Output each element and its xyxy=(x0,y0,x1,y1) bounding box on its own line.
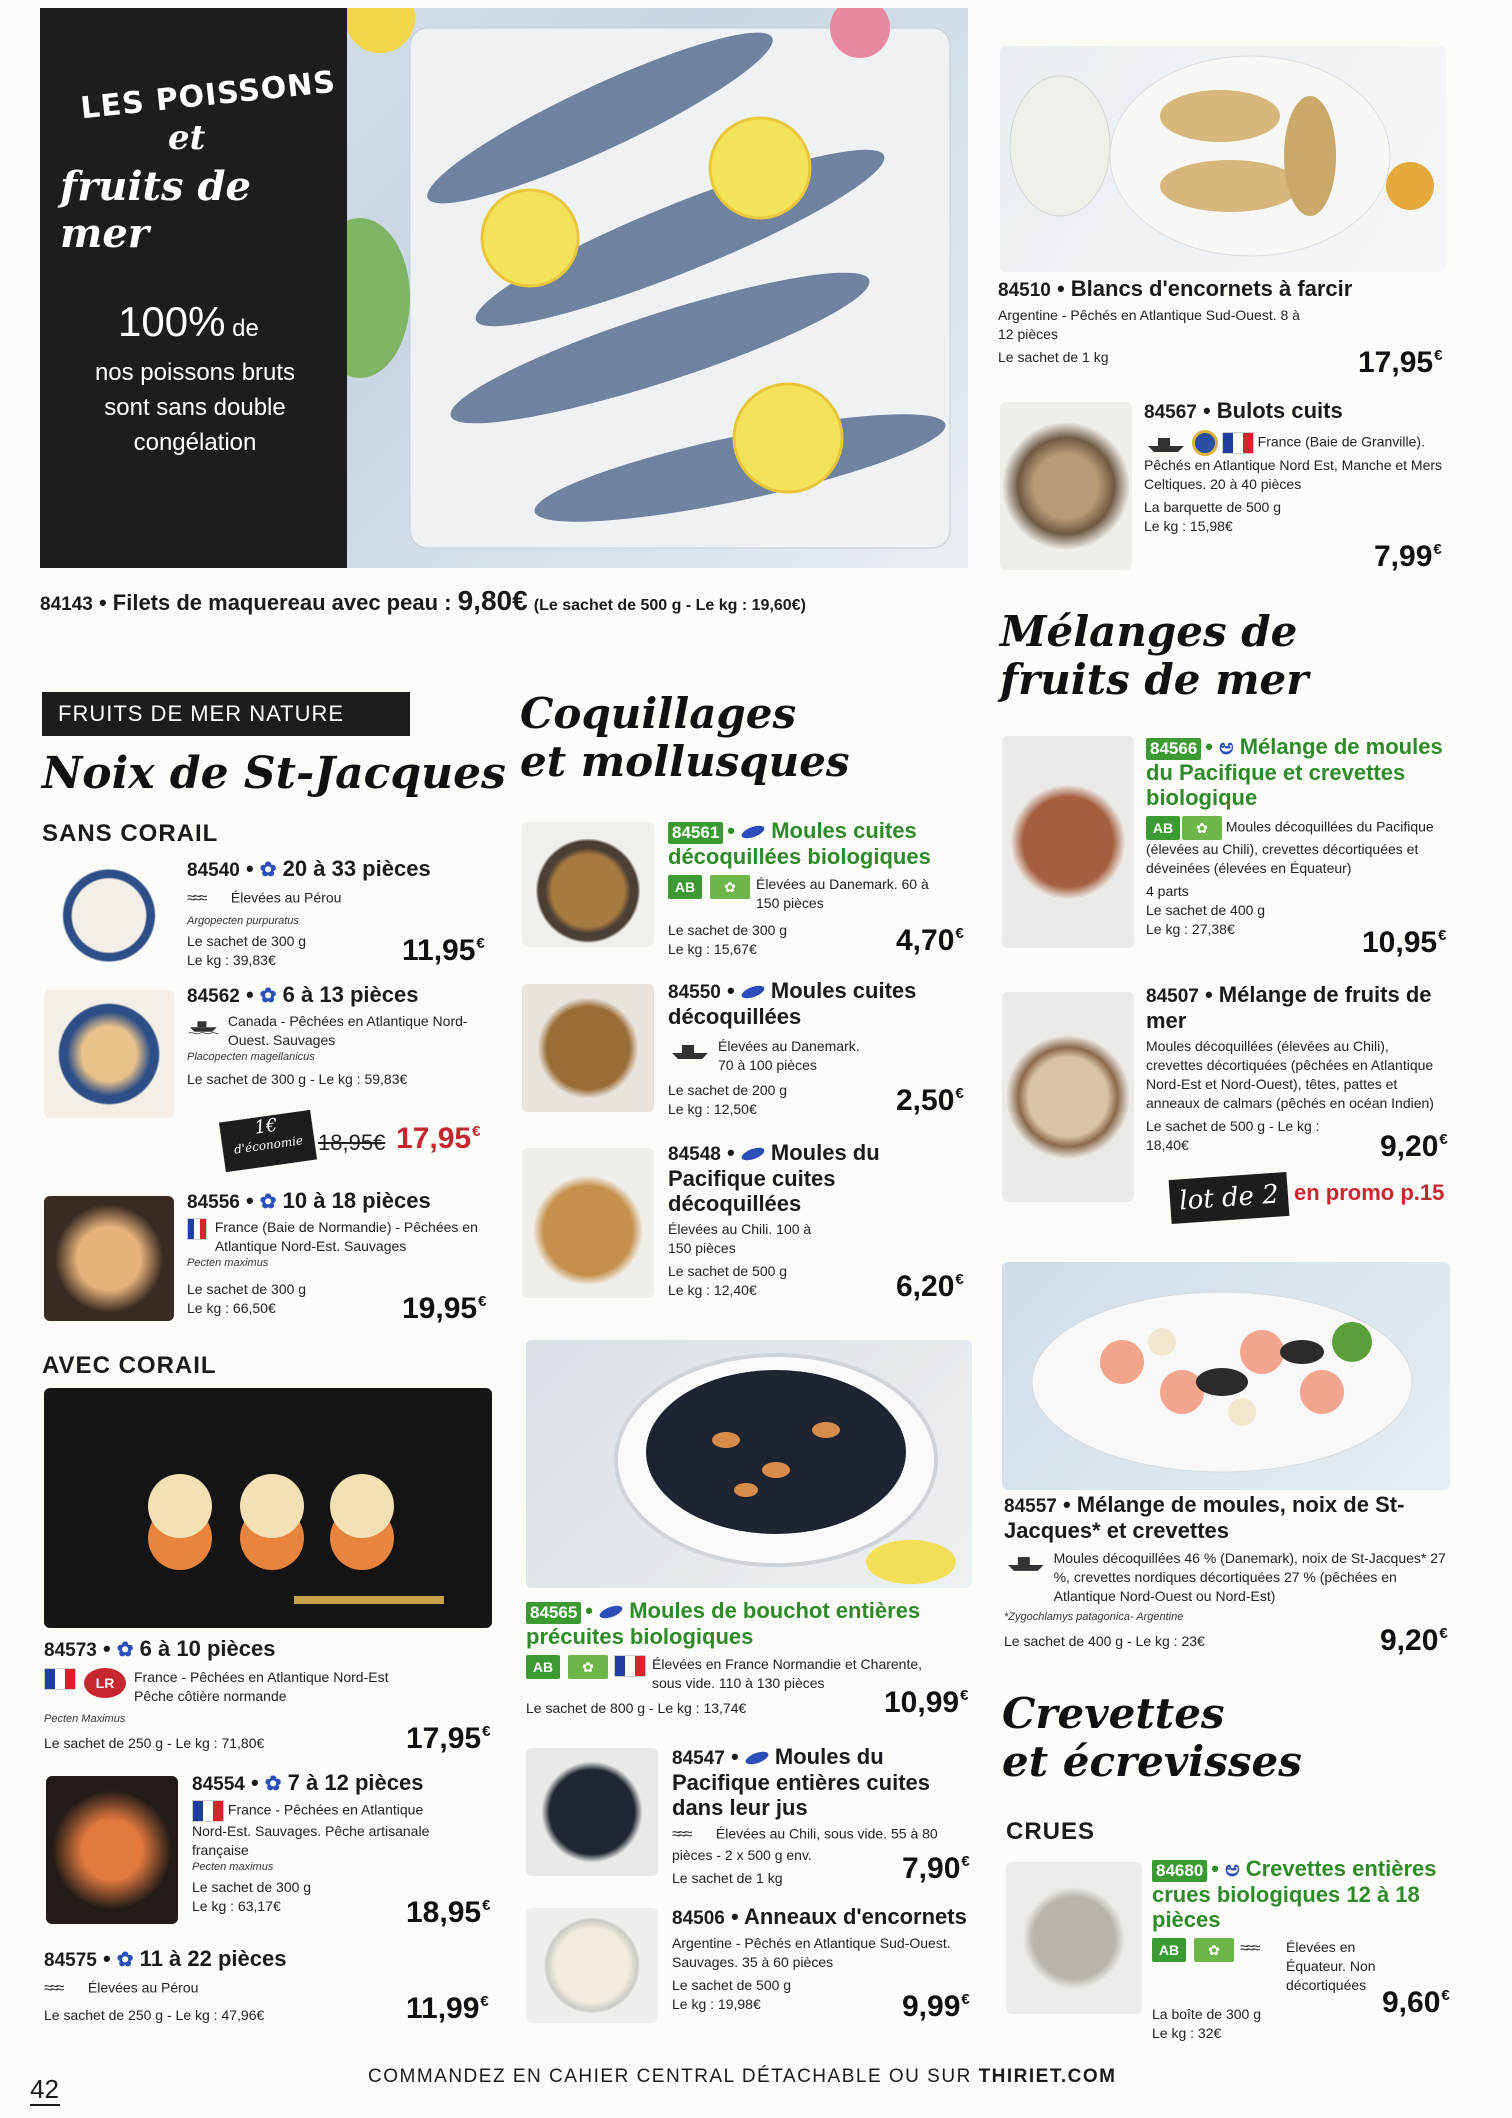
product-84507[interactable]: 84507 • Mélange de fruits de mer Moules décoquillées (élevées au Chili), crevettes décortiquées (pêchées en Atlantique Nord-Est et Nord-Ouest), têtes, pattes et anneaux de calmars (pêchés en océan Indien) Le sachet de 500 g - Le kg : 18,40€ xyxy=(1146,982,1446,1154)
product-title: 6 à 13 pièces xyxy=(282,982,419,1007)
price-84506: 9,99€ xyxy=(902,1990,970,2023)
product-code: 84566 xyxy=(1146,738,1201,760)
product-origin: Élevées au Chili. 100 à 150 pièces xyxy=(668,1221,812,1257)
mussel-icon xyxy=(598,1603,624,1621)
promo-price-84562: 17,95€ xyxy=(396,1122,481,1155)
price-84547: 7,90€ xyxy=(902,1852,970,1885)
product-image xyxy=(522,984,654,1112)
lot-badge: lot de 2 xyxy=(1169,1172,1290,1224)
product-84510[interactable]: 84510 • Blancs d'encornets à farcir Argentine - Pêchés en Atlantique Sud-Ouest. 8 à 12 pièces Le sachet de 1 kg xyxy=(998,276,1444,367)
product-title: 10 à 18 pièces xyxy=(282,1188,431,1213)
product-84567[interactable]: 84567 • Bulots cuits France (Baie de Granville). Pêchés en Atlantique Nord Est, Manche et Mers Celtiques. 20 à 40 pièces La barquette de 500 g Le kg : 15,98€ xyxy=(1144,398,1443,534)
product-84680[interactable]: 84680 • ಅ Crevettes entières crues biologiques 12 à 18 pièces AB ✿ ≈≈≈ Élevées en Équateur. Non décortiquées La boîte de 300 g Le kg : 32€ xyxy=(1152,1856,1452,2043)
product-title: Crevettes entières crues biologiques 12 à 18 pièces xyxy=(1152,1856,1437,1932)
product-title: Bulots cuits xyxy=(1216,398,1343,423)
product-84561[interactable]: 84561 • Moules cuites décoquillées biologiques AB ✿ Élevées au Danemark. 60 à 150 pièces Le sachet de 300 g Le kg : 15,67€ xyxy=(668,818,968,958)
product-origin: Moules décoquillées du Pacifique (élevées au Chili), crevettes décortiquées et déveinées (élevées en Équateur) xyxy=(1146,818,1434,877)
pack-size: Le sachet de 250 g - Le kg : 71,80€ xyxy=(44,1735,265,1752)
france-flag-icon xyxy=(614,1655,646,1677)
product-title: 20 à 33 pièces xyxy=(282,856,431,881)
squid-photo xyxy=(1000,46,1446,272)
product-origin: Argentine - Pêchés en Atlantique Sud-Ouest. Sauvages. 35 à 60 pièces xyxy=(672,1934,951,1970)
product-84556[interactable]: 84556 • ✿ 10 à 18 pièces France (Baie de Normandie) - Pêchées en Atlantique Nord-Est. Sauvages Pecten maximus Le sachet de 300 g Le kg : 66,50€ xyxy=(187,1188,487,1318)
product-title: Mélange de fruits de mer xyxy=(1146,982,1432,1033)
footer-text: COMMANDEZ EN CAHIER CENTRAL DÉTACHABLE OU SUR xyxy=(368,2066,979,2087)
product-origin: Moules décoquillées (élevées au Chili), crevettes décortiquées (pêchées en Atlantique Nord-Est et Nord-Ouest), têtes, pattes et anneaux de calmars (pêchés en océan Indien) xyxy=(1146,1038,1434,1111)
price-84680: 9,60€ xyxy=(1382,1986,1450,2019)
product-84557[interactable]: 84557 • Mélange de moules, noix de St-Jacques* et crevettes Moules décoquillées 46 % (Danemark), noix de St-Jacques* 27 %, crevettes nordiques décortiquées 27 % (pêchées en Atlantique Nord-Ouest ou Nord-Est) *Zygochlamys patagonica- Argentine Le sachet de 400 g - Le kg : 23€ xyxy=(1004,1492,1450,1651)
pack-size: Le sachet de 500 g xyxy=(672,1976,792,1993)
product-title: 6 à 10 pièces xyxy=(139,1636,276,1661)
product-84548[interactable]: 84548 • Moules du Pacifique cuites décoquillées Élevées au Chili. 100 à 150 pièces Le sachet de 500 g Le kg : 12,40€ xyxy=(668,1140,968,1300)
product-title: Anneaux d'encornets xyxy=(743,1904,967,1929)
savings-amount: 1€ xyxy=(253,1114,279,1139)
product-image xyxy=(44,1196,174,1321)
scallop-icon: ✿ xyxy=(259,859,277,881)
farmed-icon: ≈≈≈ xyxy=(1240,1940,1258,1958)
pack-size: Le sachet de 300 g xyxy=(192,1879,312,1896)
product-code: 84548 xyxy=(668,1144,721,1165)
price-per-kg: Le kg : 39,83€ xyxy=(187,951,276,968)
hero-claim-big: 100% xyxy=(118,298,226,345)
hero-caption-code: 84143 xyxy=(40,594,93,615)
boat-icon xyxy=(1144,430,1188,456)
product-origin: Canada - Pêchées en Atlantique Nord-Ouest. Sauvages xyxy=(227,1013,468,1048)
heading-crevettes xyxy=(1002,1690,1302,1787)
scallop-icon: ✿ xyxy=(116,1949,134,1971)
product-title: Moules de bouchot entières précuites biologiques xyxy=(526,1598,921,1649)
label-rouge-icon: LR xyxy=(84,1668,126,1698)
pack-size: Le sachet de 1 kg xyxy=(998,348,1109,365)
product-title: Moules cuites décoquillées xyxy=(668,978,917,1029)
mussel-photo xyxy=(526,1340,972,1588)
product-code: 84507 xyxy=(1146,986,1199,1007)
product-origin: France (Baie de Granville). Pêchés en Atlantique Nord Est, Manche et Mers Celtiques. 20 à 40 pièces xyxy=(1144,433,1443,492)
mussel-icon xyxy=(744,1749,770,1767)
product-title: Mélange de moules du Pacifique et crevettes biologique xyxy=(1146,734,1443,810)
latin-name: Pecten Maximus xyxy=(44,1712,126,1725)
quality-seal-icon xyxy=(1192,430,1218,456)
pack-size: Le sachet de 500 g - Le kg : 18,40€ xyxy=(1146,1117,1320,1153)
price-per-kg: Le kg : 12,40€ xyxy=(668,1282,757,1299)
eu-organic-icon: ✿ xyxy=(1182,816,1222,840)
product-code: 84540 xyxy=(187,860,240,881)
boat-icon xyxy=(187,1012,220,1038)
pack-size: Le sachet de 300 g - Le kg : 59,83€ xyxy=(187,1071,408,1088)
france-flag-icon xyxy=(44,1668,76,1690)
product-image xyxy=(526,1908,658,2023)
product-origin: Élevées au Danemark. 70 à 100 pièces xyxy=(718,1038,860,1074)
price-84556: 19,95€ xyxy=(402,1292,487,1325)
product-origin: Élevées au Pérou xyxy=(230,889,342,906)
france-flag-icon xyxy=(1222,432,1254,454)
farmed-icon: ≈≈≈ xyxy=(672,1826,690,1844)
heading-line1: Coquillages xyxy=(520,689,797,738)
product-title: Mélange de moules, noix de St-Jacques* et crevettes xyxy=(1004,1492,1405,1543)
product-84562[interactable]: 84562 • ✿ 6 à 13 pièces Canada - Pêchées en Atlantique Nord-Ouest. Sauvages Placopecten magellanicus Le sachet de 300 g - Le kg : 59,83€ xyxy=(187,982,487,1089)
product-code: 84557 xyxy=(1004,1496,1057,1517)
product-code: 84561 xyxy=(668,822,723,844)
hero-claim xyxy=(118,298,259,346)
eu-organic-icon: ✿ xyxy=(710,875,750,899)
product-origin: Élevées au Danemark. 60 à 150 pièces xyxy=(756,875,929,911)
heading-noix: Noix de St-Jacques xyxy=(42,748,506,799)
latin-name: Placopecten magellanicus xyxy=(187,1050,315,1063)
price-84540: 11,95€ xyxy=(402,934,485,967)
product-code: 84680 xyxy=(1152,1860,1207,1882)
bio-label-icon: AB xyxy=(1146,816,1180,840)
boat-icon xyxy=(1004,1549,1048,1575)
promo-link[interactable]: en promo p.15 xyxy=(1294,1180,1445,1205)
product-code: 84554 xyxy=(192,1774,245,1795)
product-84550[interactable]: 84550 • Moules cuites décoquillées Élevées au Danemark. 70 à 100 pièces Le sachet de 200 g Le kg : 12,50€ xyxy=(668,978,968,1119)
mussel-icon xyxy=(740,823,766,841)
product-code: 84573 xyxy=(44,1640,97,1661)
scallop-icon: ✿ xyxy=(259,1191,277,1213)
price-per-kg: Le kg : 12,50€ xyxy=(668,1100,757,1117)
eu-organic-icon: ✿ xyxy=(568,1655,608,1679)
latin-name: Pecten maximus xyxy=(192,1860,274,1873)
product-origin: Moules décoquillées 46 % (Danemark), noix de St-Jacques* 27 %, crevettes nordiques décortiquées 27 % (pêchées en Atlantique Nord-Ouest ou Nord-Est) xyxy=(1053,1550,1446,1604)
product-origin: Argentine - Pêchés en Atlantique Sud-Ouest. 8 à 12 pièces xyxy=(998,306,1300,342)
savings-label: d'économie xyxy=(233,1133,304,1157)
product-84575[interactable]: 84575 • ✿ 11 à 22 pièces ≈≈≈ Élevées au Pérou Le sachet de 250 g - Le kg : 47,96€ xyxy=(44,1946,464,2024)
page-number: 42 xyxy=(30,2074,59,2104)
price-84565: 10,99€ xyxy=(884,1686,969,1719)
latin-name: Argopecten purpuratus xyxy=(187,914,299,927)
hero-caption-name: Filets de maquereau avec peau : xyxy=(112,590,458,615)
price-per-kg: Le kg : 63,17€ xyxy=(192,1897,281,1914)
heading-line1: Mélanges de xyxy=(1000,607,1298,656)
pack-size: Le sachet de 800 g - Le kg : 13,74€ xyxy=(526,1699,747,1716)
hero-title-line3: fruits de mer xyxy=(60,163,251,257)
savings-badge xyxy=(219,1110,317,1172)
product-image xyxy=(1002,736,1134,948)
pack-size: Le sachet de 1 kg xyxy=(672,1869,783,1886)
hero-caption-detail: (Le sachet de 500 g - Le kg : 19,60€) xyxy=(533,597,806,614)
bio-label-icon: AB xyxy=(526,1655,560,1679)
mussel-icon xyxy=(740,983,766,1001)
pack-size: Le sachet de 300 g xyxy=(187,1281,307,1298)
pack-size: Le sachet de 250 g - Le kg : 47,96€ xyxy=(44,2006,265,2023)
footer-brand-link[interactable]: THIRIET.COM xyxy=(978,2066,1117,2087)
price-per-kg: Le kg : 15,98€ xyxy=(1144,517,1233,534)
price-per-kg: Le kg : 66,50€ xyxy=(187,1299,276,1316)
hero-caption: 84143 • Filets de maquereau avec peau : 9,80€ (Le sachet de 500 g - Le kg : 19,60€) xyxy=(40,585,806,616)
price-84550: 2,50€ xyxy=(896,1084,964,1117)
price-84567: 7,99€ xyxy=(1374,540,1442,573)
price-84507: 9,20€ xyxy=(1380,1130,1448,1163)
heading-line2: fruits de mer xyxy=(1000,655,1309,705)
france-flag-icon xyxy=(187,1218,207,1240)
footer-line xyxy=(30,2104,60,2106)
product-title: 7 à 12 pièces xyxy=(287,1770,424,1795)
avec-corail-heading: AVEC CORAIL xyxy=(42,1352,217,1379)
product-image xyxy=(1002,992,1134,1202)
heading-line2: et mollusques xyxy=(520,737,850,787)
product-84540[interactable]: 84540 • ✿ 20 à 33 pièces ≈≈≈ Élevées au Pérou Argopecten purpuratus Le sachet de 300 g Le kg : 39,83€ xyxy=(187,856,487,970)
product-84573[interactable]: 84573 • ✿ 6 à 10 pièces LR France - Pêchées en Atlantique Nord-Est Pêche côtière normande Pecten Maximus Le sachet de 250 g - Le kg : 71,80€ xyxy=(44,1636,464,1753)
price-84561: 4,70€ xyxy=(896,924,964,957)
heading-line2: et écrevisses xyxy=(1002,1737,1302,1787)
hero-title-line2: et xyxy=(168,118,206,158)
old-price: 18,95€ xyxy=(318,1130,386,1155)
product-image xyxy=(44,990,174,1118)
sans-corail-heading: SANS CORAIL xyxy=(42,820,219,847)
pack-size: Le sachet de 300 g xyxy=(668,921,788,938)
seafood-mix-photo xyxy=(1002,1262,1450,1490)
product-origin: France (Baie de Normandie) - Pêchées en Atlantique Nord-Est. Sauvages xyxy=(214,1219,478,1254)
bio-label-icon: AB xyxy=(1152,1938,1186,1962)
pack-size: La boîte de 300 g xyxy=(1152,2005,1261,2022)
crues-heading: CRUES xyxy=(1006,1818,1096,1845)
price-84557: 9,20€ xyxy=(1380,1624,1448,1657)
product-84547[interactable]: 84547 • Moules du Pacifique entières cuites dans leur jus ≈≈≈ Élevées au Chili, sous vide. 55 à 80 pièces - 2 x 500 g env. Le sachet de 1 kg xyxy=(672,1744,972,1888)
bio-label-icon: AB xyxy=(668,875,702,899)
heading-melanges xyxy=(1000,608,1308,705)
product-image xyxy=(1006,1862,1142,2014)
product-title: 11 à 22 pièces xyxy=(139,1946,287,1971)
hero-caption-price: 9,80€ xyxy=(457,585,528,616)
price-84575: 11,99€ xyxy=(406,1992,489,2025)
france-flag-icon xyxy=(192,1800,224,1822)
scallop-icon: ✿ xyxy=(259,985,277,1007)
product-title: Moules du Pacifique cuites décoquillées xyxy=(668,1140,880,1217)
heading-line1: Crevettes xyxy=(1002,1689,1225,1738)
hero-claim-text: nos poissons bruts sont sans double congélation xyxy=(94,359,296,456)
product-84566[interactable]: 84566 • ಅ Mélange de moules du Pacifique et crevettes biologique AB ✿ Moules décoquillées du Pacifique (élevées au Chili), crevettes décortiquées et déveinées (élevées en Équateur) 4 parts Le sachet de 400 g Le kg : 27,38€ xyxy=(1146,734,1446,939)
hero-title-panel xyxy=(40,8,347,568)
shrimp-icon: ಅ xyxy=(1219,734,1234,759)
pack-size: La barquette de 500 g xyxy=(1144,498,1282,515)
product-code: 84506 xyxy=(672,1908,725,1929)
product-code: 84575 xyxy=(44,1950,97,1971)
heading-coquillages xyxy=(520,690,850,787)
product-code: 84556 xyxy=(187,1192,240,1213)
price-per-kg: Le kg : 15,67€ xyxy=(668,940,757,957)
footer-cta xyxy=(368,2066,1116,2088)
product-code: 84550 xyxy=(668,982,721,1003)
price-84548: 6,20€ xyxy=(896,1270,964,1303)
farmed-icon: ≈≈≈ xyxy=(44,1980,62,1997)
product-origin: Élevées au Pérou xyxy=(87,1979,199,1996)
product-84554[interactable]: 84554 • ✿ 7 à 12 pièces France - Pêchées en Atlantique Nord-Est. Sauvages. Pêche artisanale française Pecten maximus Le sachet de 300 g Le kg : 63,17€ xyxy=(192,1770,462,1916)
pack-size: Le sachet de 400 g xyxy=(1146,901,1266,918)
latin-name: *Zygochlamys patagonica- Argentine xyxy=(1004,1610,1184,1623)
price-84573: 17,95€ xyxy=(406,1722,491,1755)
pack-size: Le sachet de 400 g - Le kg : 23€ xyxy=(1004,1633,1205,1650)
latin-name: Pecten maximus xyxy=(187,1256,269,1269)
hero-claim-de: de xyxy=(225,315,259,342)
pack-size: Le sachet de 300 g xyxy=(187,932,307,949)
product-image xyxy=(1000,402,1132,570)
product-origin: France - Pêchées en Atlantique Nord-Est Pêche côtière normande xyxy=(134,1669,389,1704)
product-image xyxy=(526,1748,658,1876)
product-origin-row xyxy=(1144,430,1444,494)
product-image xyxy=(522,1148,654,1298)
product-code: 84565 xyxy=(526,1602,581,1624)
product-title: Moules du Pacifique entières cuites dans leur jus xyxy=(672,1744,930,1821)
scallop-icon: ✿ xyxy=(264,1773,282,1795)
product-image xyxy=(46,1776,178,1924)
product-origin: Élevées au Chili, sous vide. 55 à 80 pièces - 2 x 500 g env. xyxy=(672,1825,938,1864)
scallop-photo xyxy=(44,1388,492,1628)
price-per-kg: Le kg : 27,38€ xyxy=(1146,920,1235,937)
product-code: 84567 xyxy=(1144,402,1197,423)
price-84554: 18,95€ xyxy=(406,1896,491,1929)
product-origin: Élevées en France Normandie et Charente, sous vide. 110 à 130 pièces xyxy=(652,1655,923,1691)
product-origin: France - Pêchées en Atlantique Nord-Est. Sauvages. Pêche artisanale française xyxy=(192,1801,430,1858)
price-84510: 17,95€ xyxy=(1358,346,1443,379)
product-code: 84510 xyxy=(998,280,1051,301)
product-84506[interactable]: 84506 • Anneaux d'encornets Argentine - Pêchés en Atlantique Sud-Ouest. Sauvages. 35 à 60 pièces Le sachet de 500 g Le kg : 19,98€ xyxy=(672,1904,972,2013)
eu-organic-icon: ✿ xyxy=(1194,1938,1234,1962)
shrimp-icon: ಅ xyxy=(1225,1856,1240,1881)
product-origin: Élevées en Équateur. Non décortiquées xyxy=(1286,1939,1376,1993)
price-per-kg: Le kg : 19,98€ xyxy=(672,1995,761,2012)
pack-size: Le sachet de 200 g xyxy=(668,1081,788,1098)
product-84565[interactable]: 84565 • Moules de bouchot entières précuites biologiques AB ✿ Élevées en France Normandie et Charente, sous vide. 110 à 130 pièces Le sachet de 800 g - Le kg : 13,74€ xyxy=(526,1598,966,1718)
price-per-kg: Le kg : 32€ xyxy=(1152,2024,1222,2041)
product-image xyxy=(44,858,174,973)
portions: 4 parts xyxy=(1146,882,1189,899)
price-84566: 10,95€ xyxy=(1362,926,1447,959)
product-code: 84547 xyxy=(672,1748,725,1769)
hero-title-line1: LES POISSONS xyxy=(78,64,338,127)
product-title: Moules cuites décoquillées biologiques xyxy=(668,818,931,869)
section-banner: FRUITS DE MER NATURE xyxy=(42,692,410,736)
product-code: 84562 xyxy=(187,986,240,1007)
product-image xyxy=(522,822,654,947)
product-title: Blancs d'encornets à farcir xyxy=(1070,276,1353,301)
scallop-icon: ✿ xyxy=(116,1639,134,1661)
farmed-icon: ≈≈≈ xyxy=(187,890,205,907)
pack-size: Le sachet de 500 g xyxy=(668,1263,788,1280)
boat-icon xyxy=(668,1037,712,1063)
mussel-icon xyxy=(740,1145,766,1163)
